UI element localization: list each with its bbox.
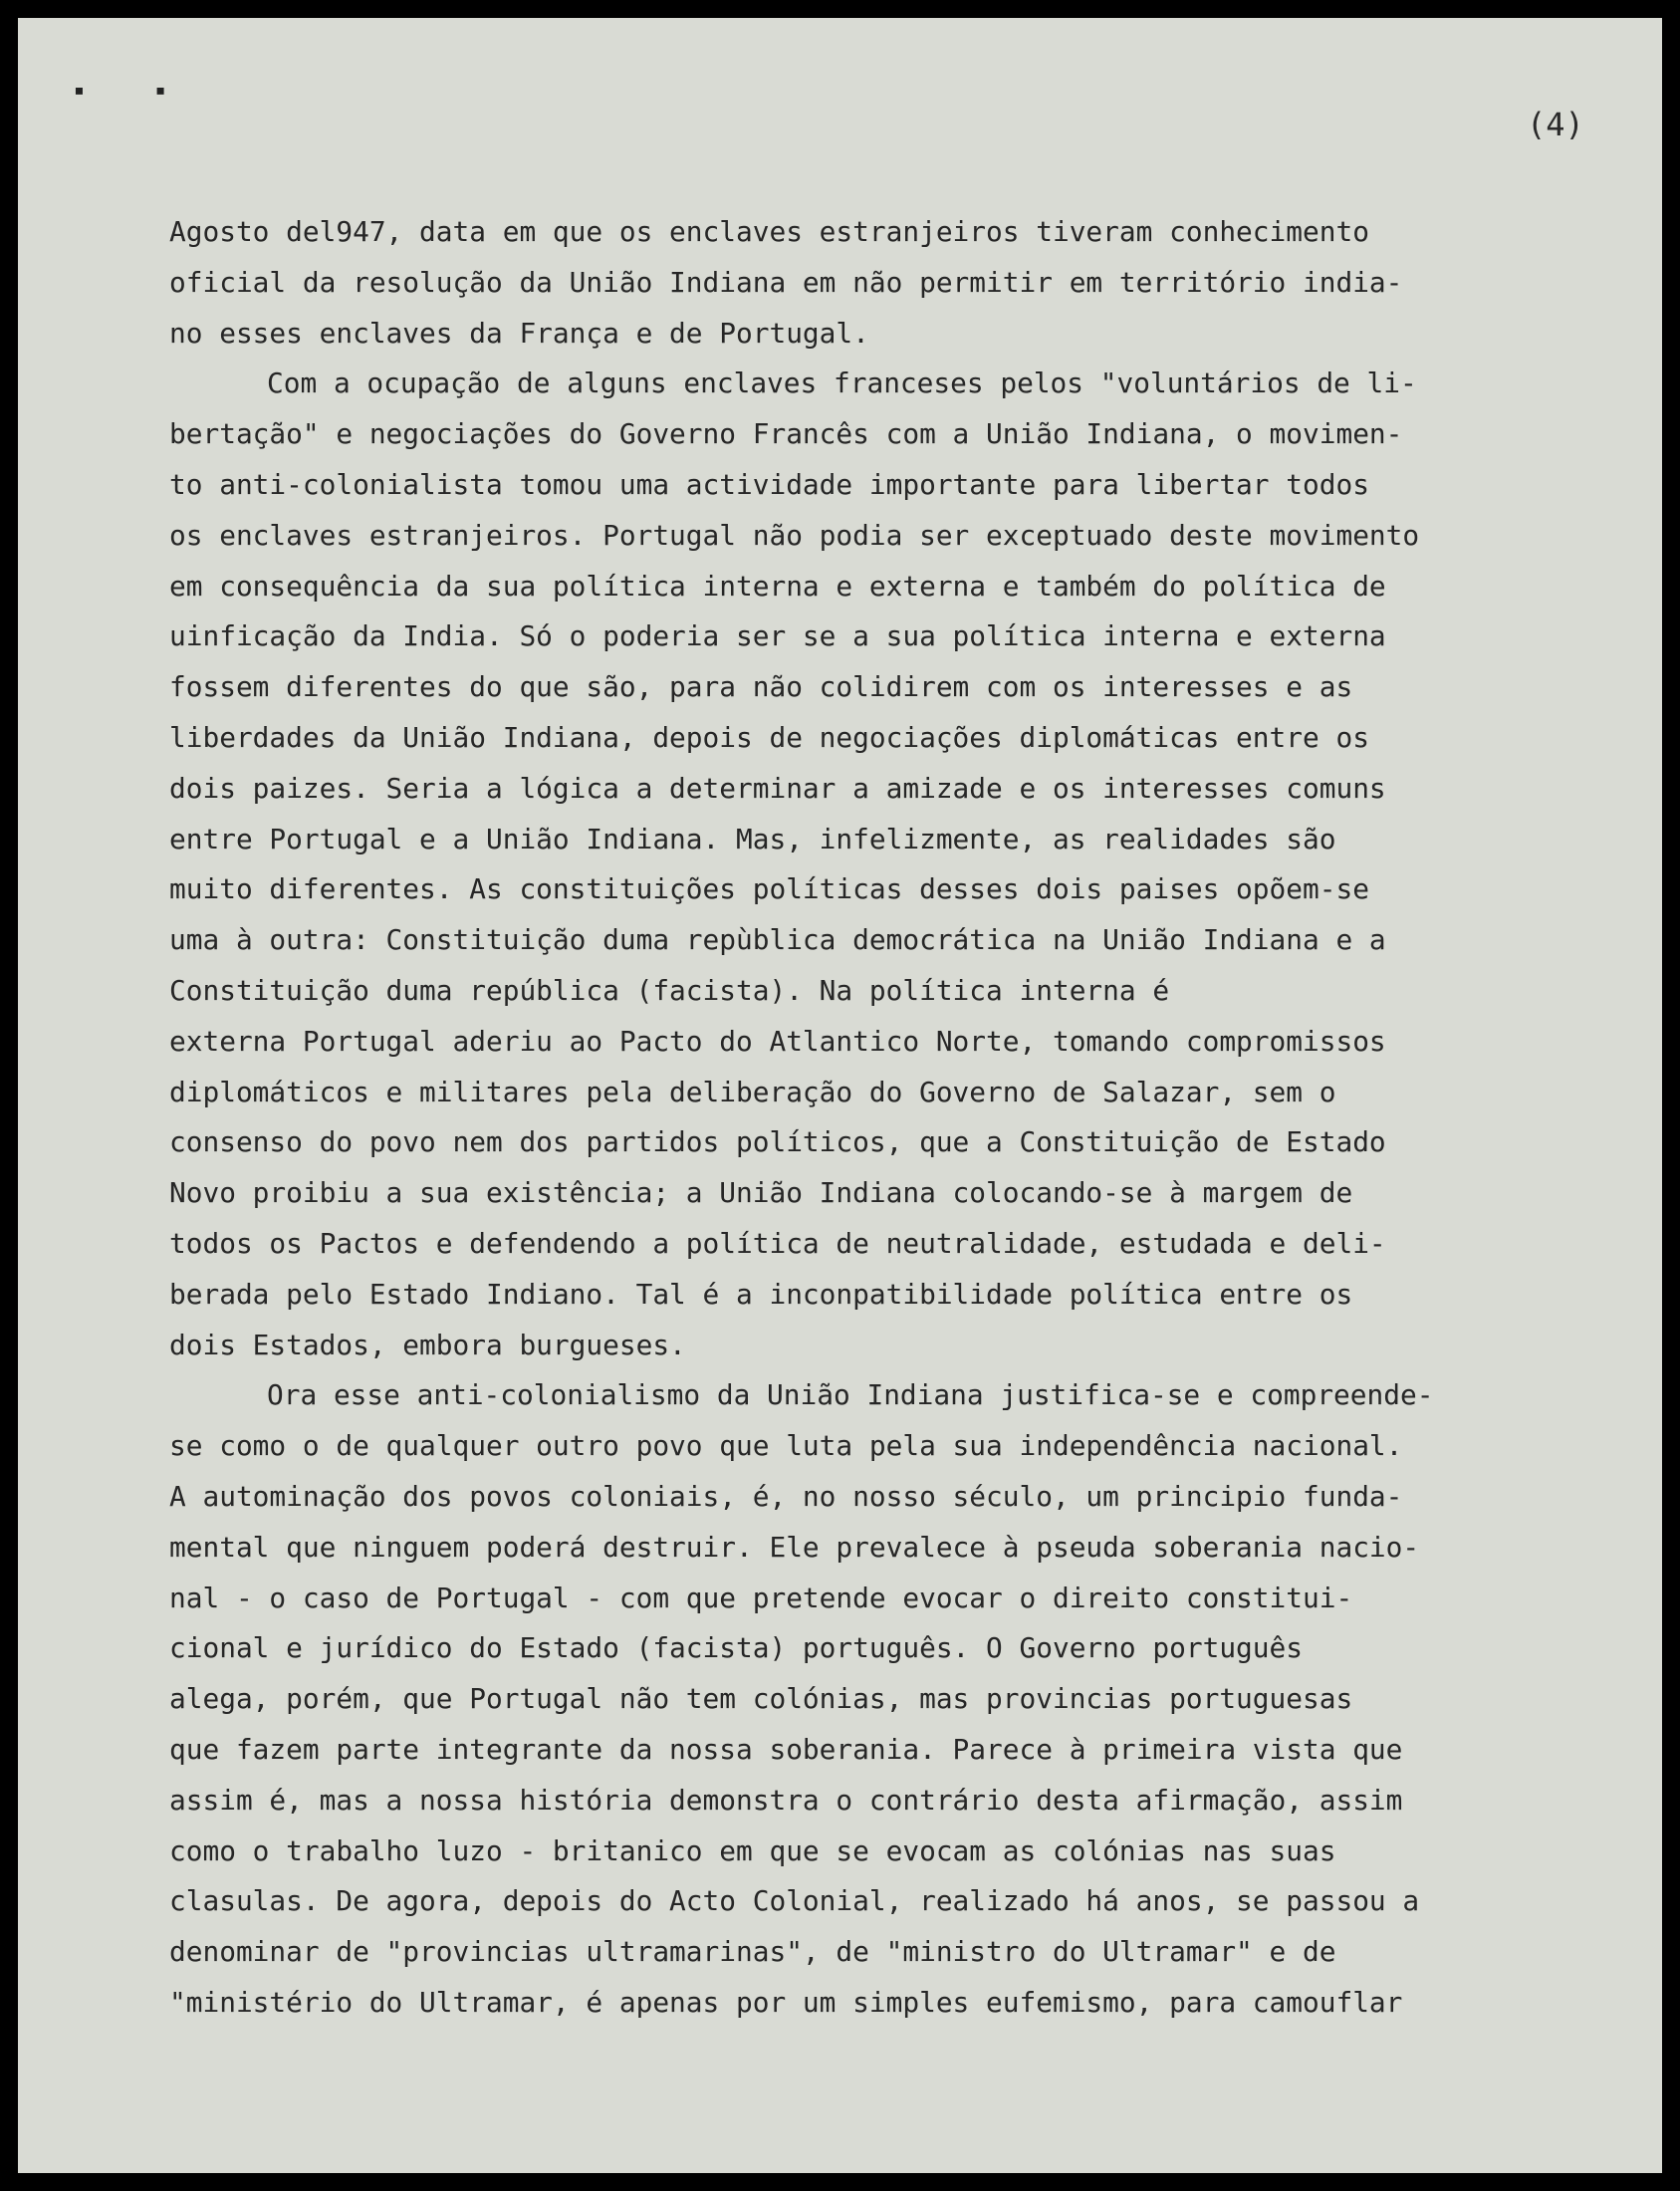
paragraph-3: [169, 1370, 1653, 2028]
text-line: Novo proibiu a sua existência; a União Indiana colocando-se à margem de: [169, 1176, 1353, 1210]
text-line: se como o de qualquer outro povo que luta pela sua independência nacional.: [169, 1429, 1403, 1463]
body-text: [169, 207, 1653, 2029]
text-line: oficial da resolução da União Indiana em não permitir em território india-: [169, 265, 1403, 299]
text-line: os enclaves estranjeiros. Portugal não podia ser exceptuado deste movimento: [169, 518, 1420, 552]
text-line: to anti-colonialista tomou uma actividade importante para libertar todos: [169, 467, 1369, 501]
text-line: clasulas. De agora, depois do Acto Colonial, realizado há anos, se passou a: [169, 1884, 1420, 1918]
text-line: Ora esse anti-colonialismo da União Indiana justifica-se e compreende-: [267, 1378, 1434, 1412]
text-line: muito diferentes. As constituições políticas desses dois paises opõem-se: [169, 872, 1369, 906]
text-line: dois paizes. Seria a lógica a determinar a amizade e os interesses comuns: [169, 771, 1386, 805]
typewritten-page: [18, 18, 1662, 2173]
paragraph-2: [169, 359, 1653, 1370]
corner-marks: ▪ ▪: [74, 80, 196, 101]
text-line: bertação" e negociações do Governo Francês com a União Indiana, o movimen-: [169, 417, 1403, 451]
text-line: em consequência da sua política interna e externa e também do política de: [169, 569, 1386, 603]
text-line: berada pelo Estado Indiano. Tal é a inconpatibilidade política entre os: [169, 1277, 1353, 1311]
text-line: como o trabalho luzo - britanico em que se evocam as colónias nas suas: [169, 1833, 1336, 1867]
text-line: que fazem parte integrante da nossa soberania. Parece à primeira vista que: [169, 1732, 1403, 1766]
text-line: Constituição duma república (facista). Na política interna é: [169, 973, 1170, 1007]
text-line: uinficação da India. Só o poderia ser se a sua política interna e externa: [169, 619, 1386, 653]
text-line: cional e jurídico do Estado (facista) português. O Governo português: [169, 1631, 1303, 1665]
text-line: alega, porém, que Portugal não tem colónias, mas provincias portuguesas: [169, 1682, 1353, 1716]
text-line: dois Estados, embora burgueses.: [169, 1328, 686, 1361]
text-line: A autominação dos povos coloniais, é, no nosso século, um principio funda-: [169, 1479, 1403, 1513]
text-line: Com a ocupação de alguns enclaves franceses pelos "voluntários de li-: [267, 366, 1417, 400]
text-line: "ministério do Ultramar, é apenas por um simples eufemismo, para camouflar: [169, 1985, 1403, 2019]
text-line: diplomáticos e militares pela deliberação do Governo de Salazar, sem o: [169, 1075, 1336, 1108]
text-line: liberdades da União Indiana, depois de negociações diplomáticas entre os: [169, 720, 1369, 754]
text-line: entre Portugal e a União Indiana. Mas, infelizmente, as realidades são: [169, 822, 1336, 855]
page-number: (4): [1527, 106, 1584, 143]
paragraph-1: [169, 207, 1653, 359]
text-line: todos os Pactos e defendendo a política de neutralidade, estudada e deli-: [169, 1226, 1386, 1260]
text-line: denominar de "provincias ultramarinas", de "ministro do Ultramar" e de: [169, 1935, 1336, 1969]
text-line: consenso do povo nem dos partidos políticos, que a Constituição de Estado: [169, 1125, 1386, 1159]
text-line: assim é, mas a nossa história demonstra o contrário desta afirmação, assim: [169, 1783, 1403, 1817]
text-line: nal - o caso de Portugal - com que pretende evocar o direito constitui-: [169, 1581, 1353, 1614]
text-line: Agosto del947, data em que os enclaves estranjeiros tiveram conhecimento: [169, 215, 1369, 248]
text-line: mental que ninguem poderá destruir. Ele prevalece à pseuda soberania nacio-: [169, 1530, 1420, 1564]
text-line: externa Portugal aderiu ao Pacto do Atlantico Norte, tomando compromissos: [169, 1024, 1386, 1058]
text-line: uma à outra: Constituição duma repùblica democrática na União Indiana e a: [169, 923, 1386, 957]
text-line: fossem diferentes do que são, para não colidirem com os interesses e as: [169, 670, 1353, 704]
text-line: no esses enclaves da França e de Portugal.: [169, 316, 869, 350]
